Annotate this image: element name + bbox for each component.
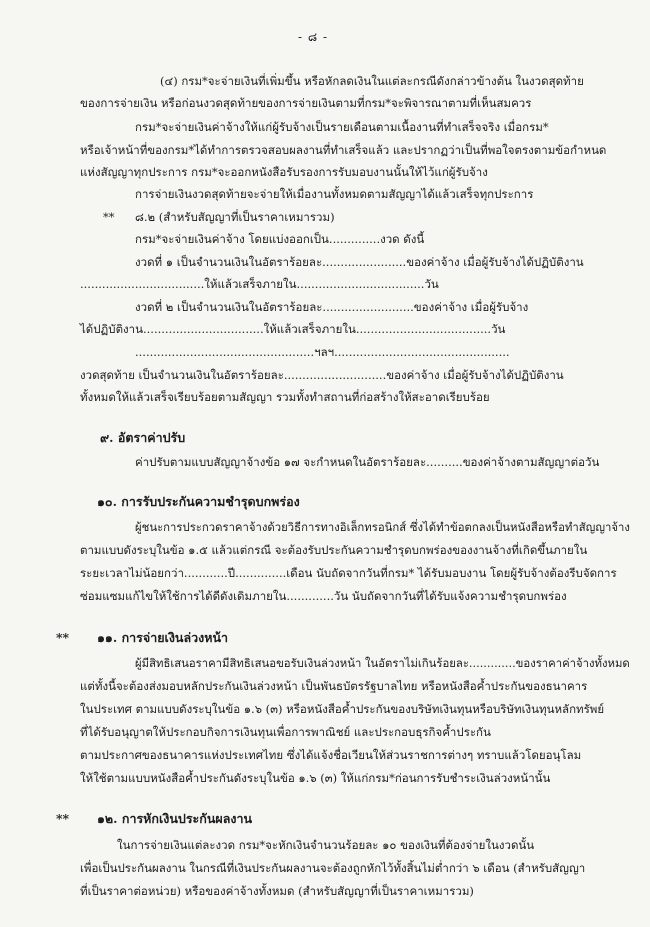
section-12-heading: ๑๒. การหักเงินประกันผลงาน (97, 811, 253, 826)
section-10-line-2: ตามแบบดังระบุในข้อ ๑.๕ แล้วแต่กรณี จะต้องรับประกันความชำรุดบกพร่องของงานจ้างที่เกิดขึ้นภายใน (80, 543, 588, 557)
para-5-line-2: หรือเจ้าหน้าที่ของกรม*ได้ทำการตรวจสอบผลงานที่ทำเสร็จแล้ว และปรากฏว่าเป็นที่พอใจตรงตามข้อกำหนด (80, 143, 607, 157)
section-11-line-5: ตามประกาศของธนาคารแห่งประเทศไทย ซึ่งได้แจ้งชื่อเวียนให้ส่วนราชการต่างๆ ทราบแล้วโดยอนุโลม (80, 748, 582, 762)
sub-8-2-line-1: กรม*จะจ่ายเงินค่าจ้าง โดยแบ่งออกเป็น..............งวด ดังนี้ (135, 232, 425, 246)
para-4-line-1: (๔) กรม*จะจ่ายเงินที่เพิ่มขึ้น หรือหักลดเงินในแต่ละกรณีดังกล่าวข้างต้น ในงวดสุดท้าย (160, 74, 584, 88)
sub-8-2-mark: ** (103, 210, 115, 224)
section-10-line-3: ระยะเวลาไม่น้อยกว่า............ปี..............เดือน นับถัดจากวันที่กรม* ได้รับมอบงาน โดยผู้รับจ้างต้องรีบจัดการ (80, 566, 617, 580)
section-10-heading: ๑๐. การรับประกันความชำรุดบกพร่อง (97, 494, 300, 509)
section-11-line-6: ให้ใช้ตามแบบหนังสือค้ำประกันดังระบุในข้อ ๑.๖ (๓) ให้แก่กรม*ก่อนการรับชำระเงินล่วงหน้านั้น (80, 771, 551, 785)
para-5-line-3: แห่งสัญญาทุกประการ กรม*จะออกหนังสือรับรองการรับมอบงานนั้นให้ไว้แก่ผู้รับจ้าง (80, 165, 488, 179)
section-10-line-4: ซ่อมแซมแก้ไขให้ใช้การได้ดีดังเดิมภายใน.............วัน นับถัดจากวันที่ได้รับแจ้งความชำรุดบกพร่อง (80, 589, 567, 603)
para-5-line-1: กรม*จะจ่ายเงินค่าจ้างให้แก่ผู้รับจ้างเป็นรายเดือนตามเนื้องานที่ทำเสร็จจริง เมื่อกรม* (135, 120, 549, 134)
section-12-mark: ** (56, 811, 70, 826)
section-11-line-3: ในประเทศ ตามแบบดังระบุในข้อ ๑.๖ (๓) หรือหนังสือค้ำประกันของบริษัทเงินทุนหรือบริษัทเงินทุนหลักทรัพย์ (80, 702, 605, 716)
section-11-heading: ๑๑. การจ่ายเงินล่วงหน้า (97, 630, 229, 645)
final-installment-line-2: ทั้งหมดให้แล้วเสร็จเรียบร้อยตามสัญญา รวมทั้งทำสถานที่ก่อสร้างให้สะอาดเรียบร้อย (80, 390, 490, 404)
installment-2-line-2: ได้ปฏิบัติงาน.................................ให้แล้วเสร็จภายใน.....................................วัน (80, 322, 506, 336)
section-12-line-1: ในการจ่ายเงินแต่ละงวด กรม*จะหักเงินจำนวนร้อยละ ๑๐ ของเงินที่ต้องจ่ายในงวดนั้น (117, 838, 535, 852)
section-10-line-1: ผู้ชนะการประกวดราคาจ้างด้วยวิธีการทางอิเล็กทรอนิกส์ ซึ่งได้ทำข้อตกลงเป็นหนังสือหรือทำสัญญาจ้าง (135, 520, 630, 534)
para-4-line-2: ของการจ่ายเงิน หรือก่อนงวดสุดท้ายของการจ่ายเงินตามที่กรม*จะพิจารณาตามที่เห็นสมควร (80, 96, 532, 110)
section-11-line-4: ที่ได้รับอนุญาตให้ประกอบกิจการเงินทุนเพื่อการพาณิชย์ และประกอบธุรกิจค้ำประกัน (80, 725, 491, 739)
installment-2-line-1: งวดที่ ๒ เป็นจำนวนเงินในอัตราร้อยละ.........................ของค่าจ้าง เมื่อผู้รับจ้าง (135, 300, 529, 314)
sub-8-2-title: ๘.๒ (สำหรับสัญญาที่เป็นราคาเหมารวม) (135, 210, 335, 224)
final-installment-line-1: งวดสุดท้าย เป็นจำนวนเงินในอัตราร้อยละ............................ของค่าจ้าง เมื่อผู้รับจ้างได้ปฏิบัติงาน (80, 368, 564, 382)
etc-line: .................................................ฯลฯ................................................ (135, 345, 510, 359)
section-12-line-2: เพื่อเป็นประกันผลงาน ในกรณีที่เงินประกันผลงานจะต้องถูกหักไว้ทั้งสิ้นไม่ต่ำกว่า ๖ เดือน (สำหรับสัญญา (80, 861, 586, 875)
section-11-line-2: แต่ทั้งนี้จะต้องส่งมอบหลักประกันเงินล่วงหน้า เป็นพันธบัตรรัฐบาลไทย หรือหนังสือค้ำประกันของธนาคาร (80, 679, 588, 693)
para-6: การจ่ายเงินงวดสุดท้ายจะจ่ายให้เมื่องานทั้งหมดตามสัญญาได้แล้วเสร็จทุกประการ (135, 187, 534, 201)
section-9-line-1: ค่าปรับตามแบบสัญญาจ้างข้อ ๑๗ จะกำหนดในอัตราร้อยละ..........ของค่าจ้างตามสัญญาต่อวัน (135, 455, 600, 469)
installment-1-line-2: ..................................ให้แล้วเสร็จภายใน...................................วัน (80, 277, 439, 291)
section-12-line-3: ที่เป็นราคาต่อหน่วย) หรือของค่าจ้างทั้งหมด (สำหรับสัญญาที่เป็นราคาเหมารวม) (80, 884, 474, 898)
section-11-line-1: ผู้มีสิทธิเสนอราคามีสิทธิเสนอขอรับเงินล่วงหน้า ในอัตราไม่เกินร้อยละ.............ของราคาค่าจ้างทั้งหมด (135, 656, 630, 670)
page-number: - ๘ - (298, 30, 328, 44)
installment-1-line-1: งวดที่ ๑ เป็นจำนวนเงินในอัตราร้อยละ.......................ของค่าจ้าง เมื่อผู้รับจ้างได้ปฏิบัติงาน (135, 255, 584, 269)
section-9-heading: ๙. อัตราค่าปรับ (100, 430, 186, 445)
section-11-mark: ** (56, 630, 70, 645)
